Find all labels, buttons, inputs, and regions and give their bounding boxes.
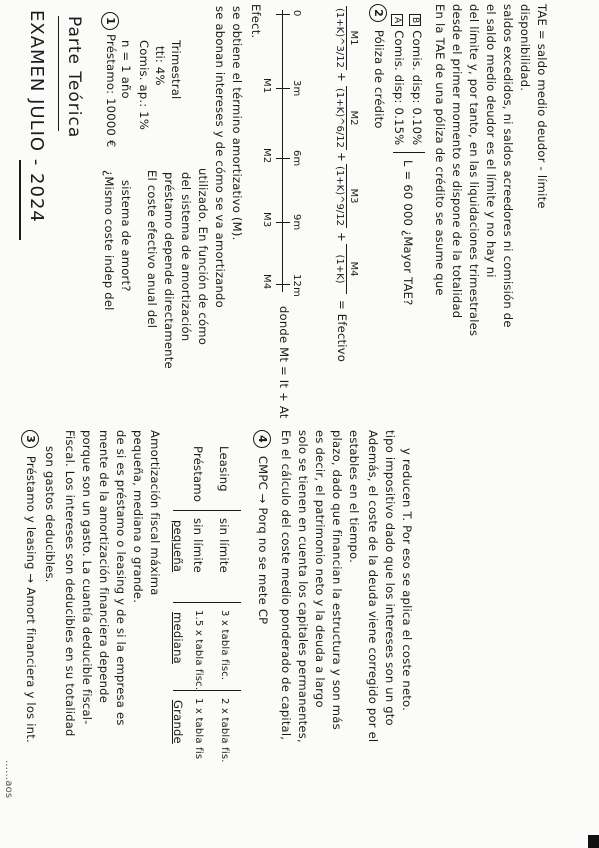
- timeline-top-3: M4: [261, 274, 272, 290]
- timeline-bottom-4: 12m: [291, 274, 302, 298]
- q2-bracket-note: L = 60 000 ¿Mayor TAE?: [401, 160, 415, 306]
- q1-data-4: Trimestral: [169, 40, 183, 100]
- q4-header: [253, 430, 271, 624]
- timeline-bottom-2: 6m: [291, 150, 302, 167]
- tick-1: [276, 88, 290, 89]
- q1-data-0: Préstamo: 10000 €: [104, 34, 118, 148]
- q4-line-4: estables en el tiempo.: [347, 430, 361, 563]
- formula-bar-0: [346, 6, 347, 70]
- q3-body-0: Fiscal. Los intereses son deducibles en su totalidad: [63, 430, 77, 737]
- q1-answer-2: del sistema de amortización: [179, 172, 193, 342]
- q1-number: 1: [101, 12, 119, 30]
- q2-answer-6: TAE = saldo medio deudor - límite: [535, 4, 549, 209]
- tick-2: [276, 158, 290, 159]
- q2-mark-b: B: [409, 14, 421, 26]
- timeline-label: Efect.: [249, 4, 263, 39]
- timeline-top-0: M1: [261, 78, 272, 94]
- formula-den-1: (1+K)^6/12: [334, 88, 345, 148]
- tick-0: [276, 14, 290, 15]
- formula-bar-3: [346, 244, 347, 294]
- exam-title: EXAMEN JULIO - 2024: [26, 10, 47, 223]
- formula-plus-2: +: [335, 232, 349, 242]
- q1-answer-0: El coste efectivo anual del: [145, 170, 159, 329]
- q2-answer-2: del límite y, por tanto, en las liquidaciones trimestrales: [467, 4, 481, 337]
- q4-line-3: plazo, dado que financian la estructura y son más: [330, 430, 344, 730]
- timeline-bottom-3: 9m: [291, 214, 302, 231]
- q1-data-1: n = 1 año: [119, 40, 133, 99]
- q4-line-2: es decir, el patrimonio neto y la deuda a largo: [313, 430, 327, 708]
- q3-table-divider-2: [173, 690, 241, 691]
- formula-term-3: [334, 244, 359, 294]
- q4-title: CMPC → Porq no se mete CP: [256, 455, 270, 625]
- q1-question-1: sistema de amort?: [119, 180, 133, 292]
- section-underline: [58, 16, 59, 131]
- q1-question-0: ¿Mismo coste indep del: [102, 170, 116, 311]
- formula-bar-2: [346, 164, 347, 228]
- tick-3: [276, 222, 290, 223]
- q3-header-0: [21, 430, 39, 743]
- q3-header-text-0: Préstamo y leasing → Amort financiera y los int.: [24, 455, 38, 743]
- q3-table-divider-0: [173, 510, 241, 511]
- q1-answer-3: utilizado. En función de cómo: [196, 168, 210, 346]
- q4-line-7: y reducen T. Por eso se aplica el coste neto.: [400, 448, 414, 712]
- q3-header-1: son gastos deducibles.: [43, 446, 57, 583]
- q4-line-6: tipo impositivo dado que los intereses son un gto: [383, 430, 397, 726]
- q3-table-divider-1: [173, 602, 241, 603]
- formula-term-0: [334, 6, 359, 70]
- timeline-axis: [282, 10, 283, 292]
- q1-data-3: tti: 4%: [153, 46, 167, 86]
- tick-4: [276, 284, 290, 285]
- formula-plus-1: +: [335, 152, 349, 162]
- q2-title: Póliza de crédito: [372, 29, 386, 129]
- q3-table-header-1: pequeña: [171, 520, 185, 573]
- q3-table-header-2: mediana: [171, 612, 185, 664]
- q3-row1-small: sin límite: [217, 518, 231, 573]
- q3-row0-medium: 1.5 x tabla fisc.: [193, 610, 204, 691]
- q2-answer-0: En la TAE de una póliza de crédito se asume que: [433, 4, 447, 296]
- timeline-top-2: M3: [261, 212, 272, 228]
- q3-row1-label: Leasing: [217, 446, 231, 492]
- formula-num-2: M3: [348, 188, 359, 204]
- formula-bar-1: [346, 86, 347, 150]
- q2-answer-1: desde el primer momento se dispone de la totalidad: [450, 4, 464, 319]
- formula-term-2: [334, 164, 359, 228]
- q3-row0-large: 1 x tabla fis: [193, 698, 204, 760]
- q1-answer-1: préstamo depende directamente: [162, 172, 176, 369]
- q3-table-header-3: Grande: [171, 700, 185, 744]
- formula-tail: = Efectivo: [335, 300, 349, 363]
- q2-answer-4: saldos excedidos, ni saldos acreedores ni comisión de: [501, 4, 515, 328]
- q1-answer-4: se abonan intereses y de cómo se va amortizando: [213, 6, 227, 308]
- q3-top-fragment: ......aos: [3, 760, 14, 799]
- q2-answer-3: el saldo medio deudor es el límite y no hay ni: [484, 4, 498, 278]
- q3-body-2: mente de la amortización financiera depende: [97, 430, 111, 704]
- q2-number: 2: [369, 4, 387, 22]
- timeline-note: donde Mt = It + At: [277, 306, 291, 419]
- q2-mark-a: A: [391, 14, 403, 26]
- formula-num-0: M1: [348, 30, 359, 46]
- formula-num-3: M4: [348, 261, 359, 277]
- q3-row1-large: 2 x tabla fis.: [219, 698, 230, 763]
- q1-answer-5: se obtiene el término amortizativo (M).: [230, 6, 244, 241]
- page-corner-mark: [588, 835, 599, 848]
- formula-den-2: (1+K)^9/12: [334, 166, 345, 226]
- formula-den-0: (1+K)^3/12: [334, 8, 345, 68]
- q2-bracket: [393, 152, 425, 153]
- q3-body-3: de si es préstamo o leasing y de si la empresa es: [114, 430, 128, 726]
- q1-data-2: Comis. ap.: 1%: [137, 40, 151, 131]
- q4-line-0: En el cálculo del coste medio ponderado de capital,: [279, 430, 293, 741]
- q3-row0-label: Préstamo: [191, 446, 205, 503]
- timeline-bottom-0: 0: [291, 10, 302, 17]
- timeline-bottom-1: 3m: [291, 80, 302, 97]
- q4-line-5: Además, el coste de la deuda viene corregido por el: [366, 430, 380, 743]
- q3-row0-small: sin límite: [191, 518, 205, 573]
- formula-plus-0: +: [335, 72, 349, 82]
- q1-label: [101, 12, 119, 34]
- formula-term-1: [334, 86, 359, 150]
- q3-number: 3: [21, 430, 39, 448]
- q2-text-b: Comis. disp: 0.10%: [410, 30, 424, 146]
- q2-item-b: [408, 14, 424, 145]
- q3-body-4: pequeña, mediana o grande.: [131, 430, 145, 604]
- section-title: Parte Teórica: [64, 16, 84, 139]
- q4-line-1: solo se tienen en cuenta los capitales permanentes,: [296, 430, 310, 743]
- q4-number: 4: [253, 430, 271, 448]
- q2-answer-5: disponibilidad.: [518, 4, 532, 92]
- q3-body-5: Amortización fiscal máxima: [148, 430, 162, 596]
- q3-row1-medium: 3 x tabla fisc.: [219, 610, 230, 681]
- q2-header: [369, 4, 387, 129]
- timeline-top-1: M2: [261, 148, 272, 164]
- q3-body-1: porque son un gasto. La cuantía deducible fiscal-: [80, 430, 94, 725]
- formula-num-1: M2: [348, 110, 359, 126]
- q2-item-a: [390, 14, 406, 145]
- title-underline: [20, 160, 22, 240]
- formula-den-3: (1+K): [334, 254, 345, 284]
- q2-text-a: Comis. disp: 0.15%: [392, 30, 406, 146]
